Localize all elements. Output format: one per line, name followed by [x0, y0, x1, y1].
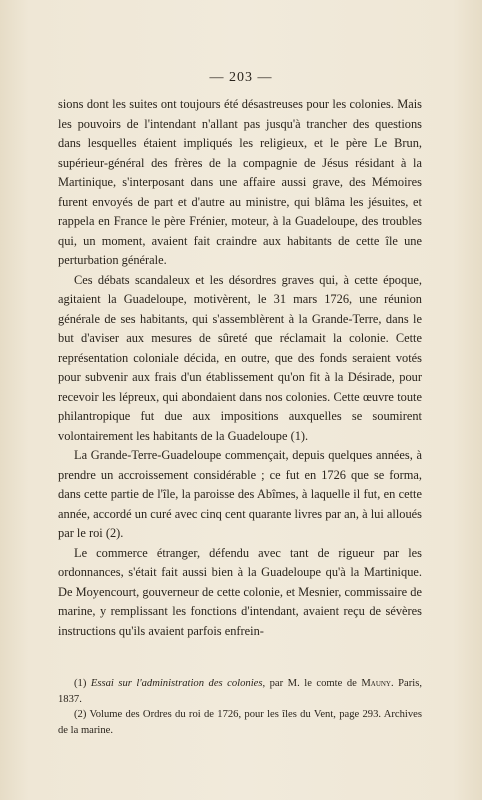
body-text	[58, 95, 422, 641]
footnote-marker: (2)	[74, 709, 87, 720]
page-number: — 203 —	[209, 70, 273, 85]
paragraph: Ces débats scandaleux et les désordres graves qui, à cette époque, agitaient la Guadeloupe, motivèrent, le 31 mars 1726, une réunion générale de ses habitants, qui s'assemblèrent à la Grande-Terre, dans le but d'aviser aux mesures de sûreté que réclamait la colonie. Cette représentation coloniale décida, en outre, que des fonds seraient votés pour subvenir aux frais d'un établissement qu'on fit à la Désirade, pour recevoir les lépreux, qui abondaient dans nos colonies. Cette œuvre toute philantropique fut due aux impositions auxquelles se soumirent volontairement les habitants de la Guadeloupe (1).	[58, 272, 422, 443]
footnotes	[58, 676, 422, 738]
footnote-text: , par M. le comte de	[262, 678, 362, 689]
paragraph: sions dont les suites ont toujours été désastreuses pour les colonies. Mais les pouvoirs de l'intendant n'allant pas jusqu'à trancher des questions dans lesquelles étaient impliqués les religieux, et le père Le Brun, supérieur-général des frères de la compagnie de Jésus résidant à la Martinique, s'interposant dans une affaire aussi grave, des Mémoires furent envoyés de part et d'autre au ministre, qui blâma les jésuites, et rappela en France le père Frénier, moteur, à la Guadeloupe, des troubles qui, un moment, avaient fait craindre aux habitants de cette île une perturbation générale.	[58, 97, 422, 267]
footnote	[58, 707, 422, 738]
footnote-text: Volume des Ordres du roi de 1726, pour les îles du Vent, page 293. Archives de la marine.	[58, 709, 422, 736]
paragraph: La Grande-Terre-Guadeloupe commençait, depuis quelques années, à prendre un accroissement considérable ; ce fut en 1726 que se forma, dans cette partie de l'île, la paroisse des Abîmes, à laquelle il fut, en cette année, accordé un curé avec cinq cent quarante livres par an, à lui alloués par le roi (2).	[58, 448, 422, 540]
footnote-text: . Paris, 1837.	[58, 678, 422, 705]
footnote	[58, 676, 422, 707]
footnote-title: Essai sur l'administration des colonies	[90, 678, 263, 689]
paragraph: Le commerce étranger, défendu avec tant de rigueur par les ordonnances, s'était fait aussi bien à la Guadeloupe qu'à la Martinique. De Moyencourt, gouverneur de cette colonie, et Mesnier, commissaire de marine, y remplissant les fonctions d'intendant, avaient reçu de sévères instructions qu'ils avaient parfois enfrein-	[58, 545, 422, 638]
footnote-author: Mauny	[361, 678, 391, 689]
footnote-marker: (1)	[74, 678, 87, 689]
